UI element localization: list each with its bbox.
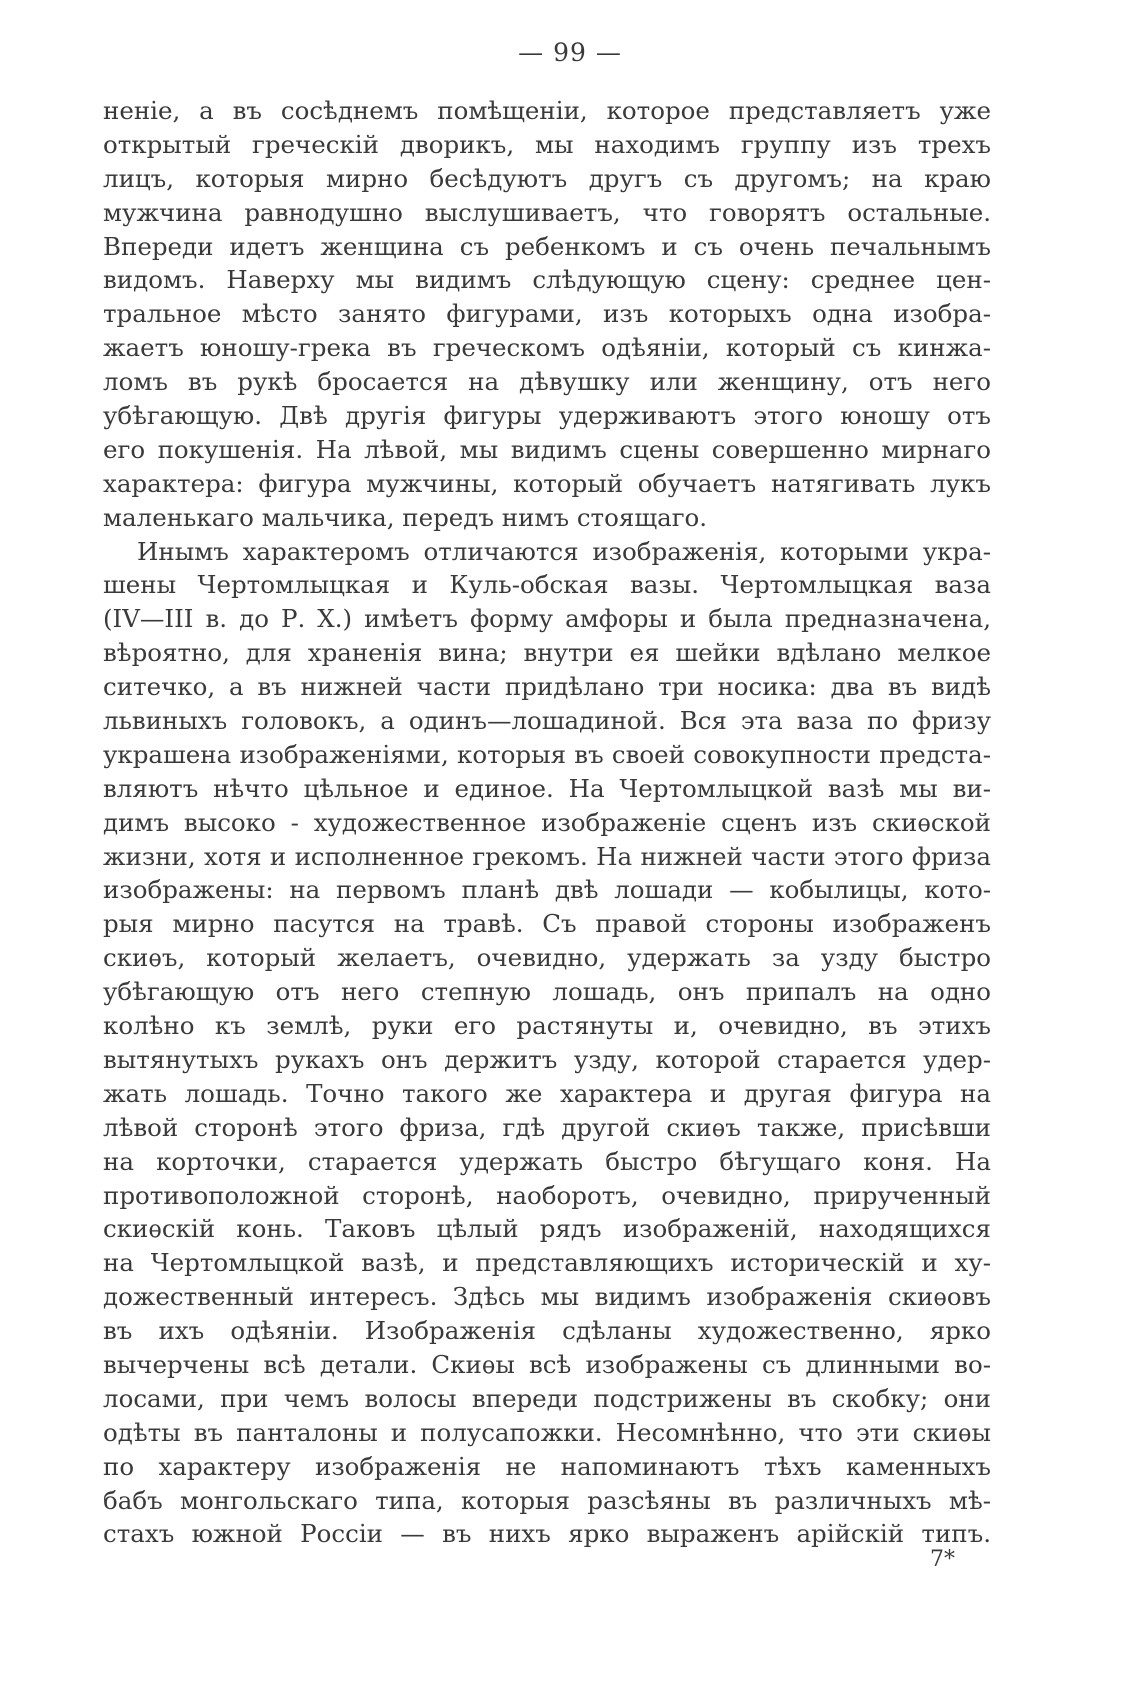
text-line: скиѳъ, который желаетъ, очевидно, удержать за узду быстро [103,943,991,973]
text-line: дожественный интересъ. Здѣсь мы видимъ изображенія скиѳовъ [103,1282,991,1312]
text-line: на Чертомлыцкой вазѣ, и представляющихъ историческій и ху- [103,1248,991,1278]
text-line: (IV—III в. до Р. X.) имѣетъ форму амфоры и была предназначена, [103,604,991,634]
text-line: на корточки, старается удержать быстро бѣгущаго коня. На [103,1146,991,1176]
signature-mark: 7* [930,1547,955,1572]
text-line: лѣвой сторонѣ этого фриза, гдѣ другой скиѳъ также, присѣвши [103,1112,991,1142]
text-line: вычерчены всѣ детали. Скиѳы всѣ изображены съ длинными во- [103,1349,991,1379]
text-line: димъ высоко - художественное изображеніе сценъ изъ скиѳской [103,807,991,837]
text-line: убѣгающую. Двѣ другія фигуры удерживаютъ этого юношу отъ [103,401,991,431]
text-line: Впереди идетъ женщина съ ребенкомъ и съ очень печальнымъ [103,231,991,261]
text-line: изображены: на первомъ планѣ двѣ лошади — кобылицы, кото- [103,875,991,905]
text-line: вляютъ нѣчто цѣльное и единое. На Чертомлыцкой вазѣ мы ви- [103,773,991,803]
text-line: украшена изображеніями, которыя въ своей совокупности предста- [103,739,991,769]
text-line: ситечко, а въ нижней части придѣлано три носика: два въ видѣ [103,672,991,702]
text-line: вытянутыхъ рукахъ онъ держитъ узду, которой старается удер- [103,1044,991,1074]
text-line: характера: фигура мужчины, который обучаетъ натягивать лукъ [103,468,991,498]
text-line: по характеру изображенія не напоминаютъ тѣхъ каменныхъ [103,1451,991,1481]
text-line: рыя мирно пасутся на травѣ. Съ правой стороны изображенъ [103,909,991,939]
text-line: львиныхъ головокъ, а одинъ—лошадиной. Вся эта ваза по фризу [103,706,991,736]
text-line: шены Чертомлыцкая и Куль-обская вазы. Чертомлыцкая ваза [103,570,991,600]
text-line: открытый греческій дворикъ, мы находимъ группу изъ трехъ [103,129,991,159]
body-text [103,94,991,1551]
text-line: вѣроятно, для храненія вина; внутри ея шейки вдѣлано мелкое [103,638,991,668]
text-line: ломъ въ рукѣ бросается на дѣвушку или женщину, отъ него [103,367,991,397]
text-line: мужчина равнодушно выслушиваетъ, что говорятъ остальные. [103,197,991,227]
text-line: одѣты въ панталоны и полусапожки. Несомнѣнно, что эти скиѳы [103,1417,991,1447]
page-number: — 99 — [518,38,622,67]
text-line: Инымъ характеромъ отличаются изображенія, которыми укра- [137,536,991,566]
text-line: бабъ монгольскаго типа, которыя разсѣяны въ различныхъ мѣ- [103,1485,991,1515]
text-line: неніе, а въ сосѣднемъ помѣщеніи, которое представляетъ уже [103,96,991,125]
text-line: противоположной сторонѣ, наоборотъ, очевидно, прирученный [103,1180,991,1210]
text-line: видомъ. Наверху мы видимъ слѣдующую сцену: среднее цен- [103,265,991,295]
text-line: лицъ, которыя мирно бесѣдуютъ другъ съ другомъ; на краю [103,163,991,193]
text-line: убѣгающую отъ него степную лошадь, онъ припалъ на одно [103,977,991,1007]
text-line: жизни, хотя и исполненное грекомъ. На нижней части этого фриза [103,841,991,871]
text-line: маленькаго мальчика, передъ нимъ стоящаго. [103,502,708,532]
text-line: стахъ южной Россіи — въ нихъ ярко выраженъ арійскій типъ. [103,1519,991,1549]
text-line: тральное мѣсто занято фигурами, изъ которыхъ одна изобра- [103,299,991,329]
text-line: жать лошадь. Точно такого же характера и другая фигура на [103,1078,991,1108]
text-line: жаетъ юношу-грека въ греческомъ одѣяніи, который съ кинжа- [103,333,991,363]
text-line: колѣно къ землѣ, руки его растянуты и, очевидно, въ этихъ [103,1011,991,1041]
text-line: его покушенія. На лѣвой, мы видимъ сцены совершенно мирнаго [103,434,991,464]
text-line: въ ихъ одѣяніи. Изображенія сдѣланы художественно, ярко [103,1316,991,1346]
text-line: скиѳскій конь. Таковъ цѣлый рядъ изображеній, находящихся [103,1214,991,1244]
text-line: лосами, при чемъ волосы впереди подстрижены въ скобку; они [103,1383,991,1413]
